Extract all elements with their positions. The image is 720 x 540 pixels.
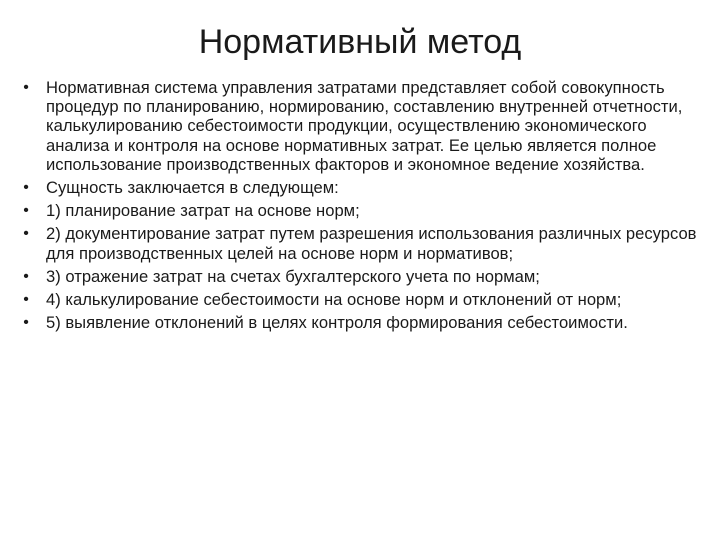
list-item [18, 78, 698, 174]
slide-title: Нормативный метод [198, 23, 522, 61]
bullet-icon: • [23, 291, 29, 309]
list-item-text: 3) отражение затрат на счетах бухгалтерского учета по нормам; [46, 266, 540, 286]
bullet-icon: • [23, 314, 29, 332]
list-item [18, 224, 698, 262]
list-item [18, 290, 698, 309]
bullet-icon: • [23, 267, 29, 285]
bullet-list [18, 78, 698, 336]
list-item-text: Сущность заключается в следующем: [46, 178, 339, 198]
list-item [18, 267, 698, 286]
list-item-text: 1) планирование затрат на основе норм; [46, 201, 360, 221]
list-item-text: Нормативная система управления затратами представляет собой совокупность процедур по планированию, нормированию, составлению внутренней отчетности, калькулированию себестоимости продукции, осуществлению экономического анализа и контроля на основе нормативных затрат. Ее целью является полное использование производственных факторов и экономное ведение хозяйства. [46, 78, 683, 174]
bullet-icon: • [23, 202, 29, 220]
list-item-text: 4) калькулирование себестоимости на основе норм и отклонений от норм; [46, 290, 622, 310]
bullet-icon: • [23, 179, 29, 197]
bullet-icon: • [23, 79, 29, 96]
list-item [18, 313, 698, 332]
bullet-icon: • [23, 225, 29, 243]
list-item [18, 178, 698, 197]
list-item-text: 2) документирование затрат путем разрешения использования различных ресурсов для производственных целей на основе норм и нормативов; [46, 224, 697, 263]
list-item [18, 201, 698, 220]
list-item-text: 5) выявление отклонений в целях контроля формирования себестоимости. [46, 313, 628, 333]
